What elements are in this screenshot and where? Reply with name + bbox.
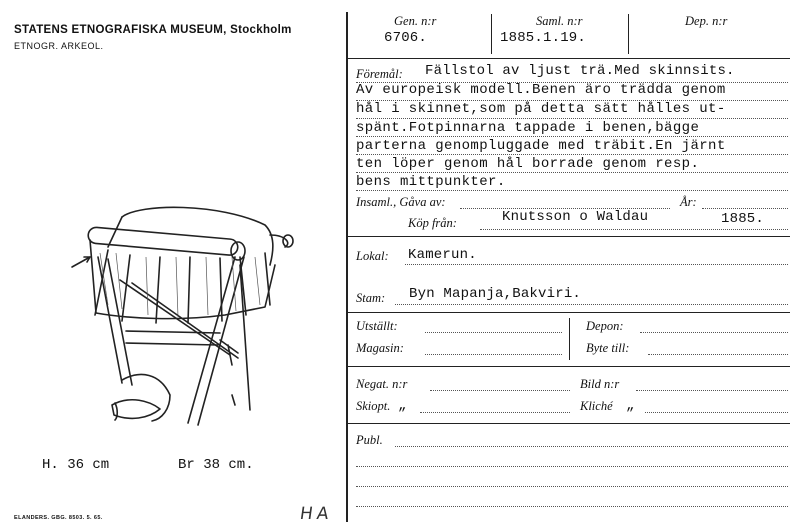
handwritten-initials: HA [298,504,334,524]
dotted-rule [356,486,788,487]
saml-nr-label: Saml. n:r [536,14,583,28]
dotted-rule [395,446,788,447]
dotted-rule [425,332,562,333]
kliche-label: Kliché [580,399,613,413]
kliche-ditto: „ [626,398,635,414]
dotted-rule [356,466,788,467]
skiopt-ditto: „ [398,398,407,414]
description-line: spänt.Fotpinnarna tappade i benen,bägge [356,120,700,136]
description-line: Fällstol av ljust trä.Med skinnsits. [425,63,735,79]
header-rule [348,58,790,59]
dotted-rule [395,304,788,305]
stam-value: Byn Mapanja,Bakviri. [409,286,582,302]
height-dimension: H. 36 cm [42,457,110,473]
saml-nr-value: 1885.1.19. [500,30,587,46]
lokal-value: Kamerun. [408,247,477,263]
dotted-rule [356,118,788,119]
dotted-rule [636,390,788,391]
dep-nr-label: Dep. n:r [685,14,728,28]
lokal-label: Lokal: [356,249,389,263]
insaml-label: Insaml., Gåva av: [356,195,446,209]
publ-label: Publ. [356,433,383,447]
description-line: parterna genompluggade med träbit.En järnt [356,138,726,154]
kop-value: Knutsson o Waldau [502,209,649,225]
department-label: ETNOGR. ARKEOL. [14,41,104,51]
dotted-rule [702,208,788,209]
kop-year: 1885. [721,211,765,227]
description-line: Av europeisk modell.Benen äro trädda genom [356,82,726,98]
dotted-rule [420,412,570,413]
section-rule [348,236,790,237]
storage-divider [569,318,570,360]
dotted-rule [640,332,788,333]
section-rule [348,423,790,424]
description-line: ten löper genom hål borrade genom resp. [356,156,700,172]
dotted-rule [430,390,570,391]
printer-imprint: ELANDERS. GBG. 8503. 5. 65. [14,515,103,521]
dotted-rule [356,506,788,507]
dotted-rule [645,412,788,413]
folding-stool-drawing [60,195,320,445]
dotted-rule [480,229,788,230]
depon-label: Depon: [586,319,624,333]
dotted-rule [356,172,788,173]
foremal-label: Föremål: [356,67,403,81]
gen-nr-label: Gen. n:r [394,14,437,28]
stam-label: Stam: [356,291,386,305]
dotted-rule [648,354,788,355]
museum-name: STATENS ETNOGRAFISKA MUSEUM, Stockholm [14,24,292,36]
dotted-rule [405,264,788,265]
bild-label: Bild n:r [580,377,620,391]
section-rule [348,312,790,313]
dotted-rule [356,136,788,137]
header-divider-2 [628,14,629,54]
description-line: bens mittpunkter. [356,174,506,190]
ar-label: År: [680,195,697,209]
skiopt-label: Skiopt. [356,399,391,413]
section-rule [348,366,790,367]
description-line: hål i skinnet,som på detta sätt hålles ut- [356,101,726,117]
byte-label: Byte till: [586,341,630,355]
width-dimension: Br 38 cm. [178,457,254,473]
utstallt-label: Utställt: [356,319,398,333]
gen-nr-value: 6706. [384,30,428,46]
magasin-label: Magasin: [356,341,404,355]
dotted-rule [425,354,562,355]
dotted-rule [356,190,788,191]
kop-label: Köp från: [408,216,457,230]
dotted-rule [356,154,788,155]
header-divider-1 [491,14,492,54]
negat-label: Negat. n:r [356,377,408,391]
